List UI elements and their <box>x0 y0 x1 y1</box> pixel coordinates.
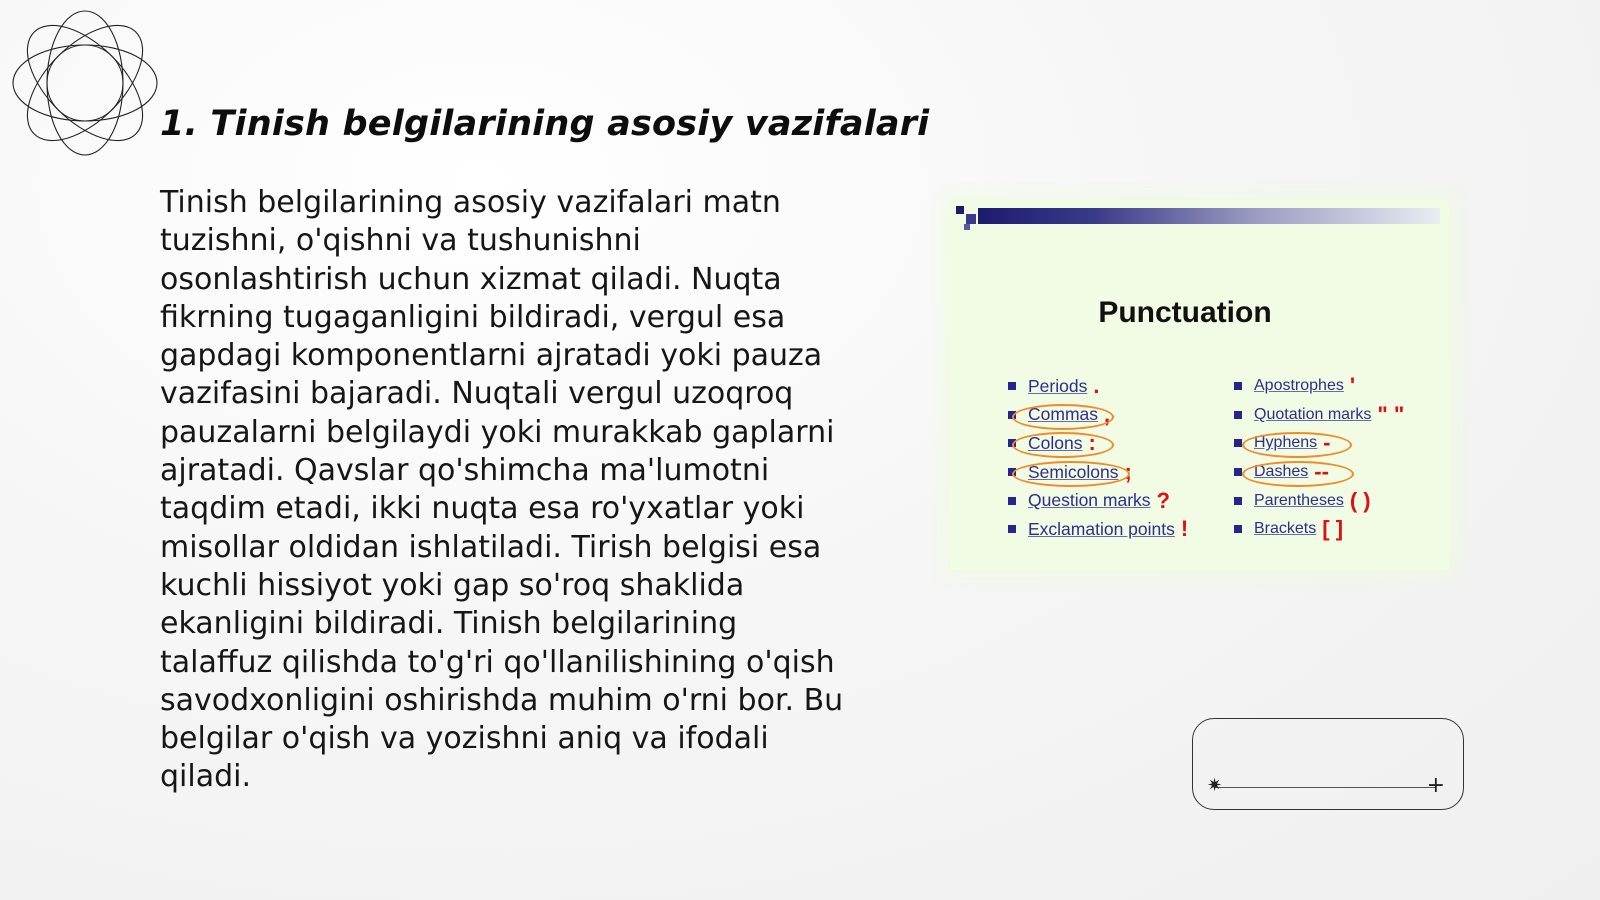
square-bullet-icon <box>1234 497 1242 505</box>
crosshair-icon: + <box>1426 773 1445 798</box>
square-bullet-icon <box>1008 468 1016 476</box>
punctuation-mark: : <box>1088 430 1096 456</box>
list-item <box>1234 458 1404 487</box>
gradient-bar <box>978 208 1440 224</box>
divider-line <box>1215 787 1435 788</box>
punctuation-image <box>950 200 1450 570</box>
decor-square <box>964 224 970 230</box>
punctuation-list-right <box>1234 372 1404 544</box>
list-item-label: Brackets <box>1254 520 1317 538</box>
list-item <box>1008 486 1188 515</box>
list-item <box>1008 372 1188 401</box>
punctuation-list-left <box>1008 372 1188 544</box>
list-item-label: Commas <box>1028 404 1099 425</box>
punctuation-mark: -- <box>1314 459 1329 485</box>
list-item-label: Dashes <box>1254 463 1309 481</box>
list-item <box>1234 372 1404 401</box>
punctuation-mark: ' <box>1349 373 1356 399</box>
list-item-label: Exclamation points <box>1028 518 1175 539</box>
list-item-label: Periods <box>1028 375 1088 396</box>
list-item-label: Quotation marks <box>1254 405 1372 423</box>
decorative-pill-frame <box>1192 718 1464 810</box>
punctuation-mark: " " <box>1377 401 1405 427</box>
list-item-label: Colons <box>1028 432 1083 453</box>
list-item <box>1008 515 1188 544</box>
list-item-label: Semicolons <box>1028 461 1119 482</box>
square-bullet-icon <box>1008 525 1016 533</box>
list-item <box>1234 515 1404 544</box>
punctuation-mark: ; <box>1124 459 1132 485</box>
punctuation-mark: ? <box>1156 487 1170 513</box>
list-item-label: Apostrophes <box>1254 377 1344 395</box>
list-item <box>1234 401 1404 430</box>
list-item <box>1008 458 1188 487</box>
square-bullet-icon <box>1008 497 1016 505</box>
square-bullet-icon <box>1234 439 1242 447</box>
decor-square <box>966 214 976 224</box>
sparkle-icon: ✷ <box>1207 775 1223 796</box>
punctuation-mark: ( ) <box>1349 487 1371 513</box>
list-item <box>1008 429 1188 458</box>
list-item <box>1234 429 1404 458</box>
square-bullet-icon <box>1008 411 1016 419</box>
square-bullet-icon <box>1234 411 1242 419</box>
punctuation-mark: ! <box>1180 516 1189 542</box>
punctuation-mark: [ ] <box>1322 516 1344 542</box>
square-bullet-icon <box>1008 382 1016 390</box>
punctuation-mark: . <box>1093 373 1100 399</box>
square-bullet-icon <box>1008 439 1016 447</box>
list-item <box>1008 401 1188 430</box>
list-item-label: Hyphens <box>1254 434 1318 452</box>
circle-ornament-icon <box>10 8 160 158</box>
punctuation-mark: - <box>1323 430 1331 456</box>
list-item-label: Parentheses <box>1254 491 1344 509</box>
list-item <box>1234 486 1404 515</box>
square-bullet-icon <box>1234 382 1242 390</box>
punctuation-mark: , <box>1104 401 1111 427</box>
punctuation-title: Punctuation <box>1098 296 1272 329</box>
list-item-label: Question marks <box>1028 490 1151 511</box>
decor-square <box>956 206 964 214</box>
slide-body-text: Tinish belgilarining asosiy vazifalari matn tuzishni, o'qishni va tushunishni osonlashtirish uchun xizmat qiladi. Nuqta fikrning tugaganligini bildiradi, vergul esa gapdagi komponentlarni ajratadi yoki pauza vazifasini bajaradi. Nuqtali vergul uzoqroq pauzalarni belgilaydi yoki murakkab gaplarni ajratadi. Qavslar qo'shimcha ma'lumotni taqdim etadi, ikki nuqta esa ro'yxatlar yoki misollar oldidan ishlatiladi. Tirish belgisi esa kuchli hissiyot yoki gap so'roq shaklida ekanligini bildiradi. Tinish belgilarining talaffuz qilishda to'g'ri qo'llanilishining o'qish savodxonligini oshirishda muhim o'rni bor. Bu belgilar o'qish va yozishni aniq va ifodali qiladi. <box>160 185 844 795</box>
slide-title: 1. Tinish belgilarining asosiy vazifalari <box>160 104 930 144</box>
square-bullet-icon <box>1234 525 1242 533</box>
square-bullet-icon <box>1234 468 1242 476</box>
